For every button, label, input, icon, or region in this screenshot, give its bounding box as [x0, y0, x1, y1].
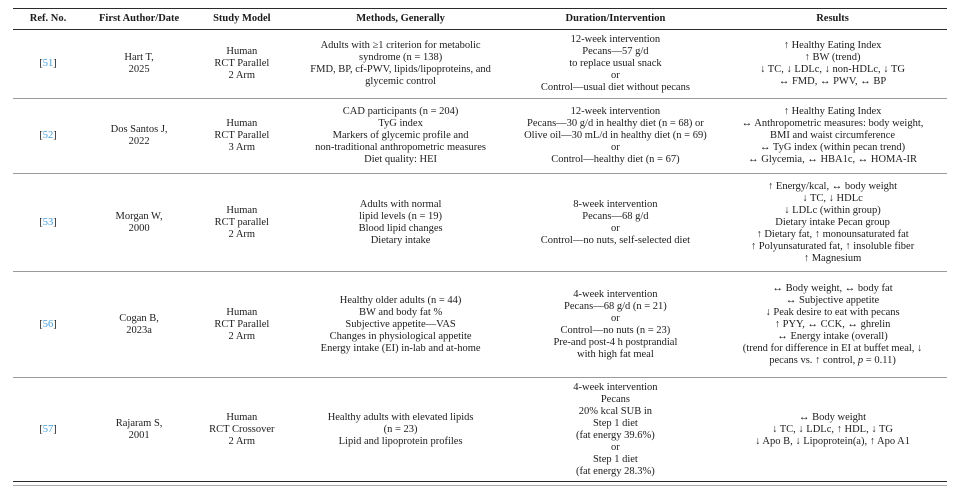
results-line: ↓ LDLc (within group) — [784, 204, 881, 216]
methods-line: Healthy older adults (n = 44) — [339, 294, 462, 306]
table-row — [13, 30, 947, 98]
text-segment: = 0.11) — [863, 354, 896, 366]
column-header-results: Results — [816, 13, 849, 24]
duration-line: or — [611, 441, 620, 453]
ref-bracket-open: [ — [39, 216, 43, 228]
results-line: ↔ Body weight, ↔ body fat — [772, 282, 893, 294]
ref-bracket-open: [ — [39, 130, 43, 141]
table-row — [13, 377, 947, 481]
results-line: (trend for difference in EI at buffet meal, ↓ — [742, 342, 923, 354]
results-line: ↑ Polyunsaturated fat, ↑ insoluble fiber — [750, 240, 915, 252]
results-line: ↓ TC, ↓ LDLc, ↑ HDL, ↓ TG — [772, 423, 894, 435]
duration-line: Pecans—57 g/d — [582, 46, 649, 57]
duration-line: Step 1 diet — [592, 453, 638, 465]
duration-line: 4-week intervention — [573, 288, 658, 300]
reference-citation — [16, 319, 80, 331]
duration-line: to replace usual snack — [569, 58, 662, 69]
duration-line: 20% kcal SUB in — [578, 405, 652, 417]
results-line: ↑ Magnesium — [803, 252, 862, 264]
results-line: ↑ BW (trend) — [804, 52, 861, 63]
model-line: RCT Parallel — [214, 318, 270, 330]
results-line: BMI and waist circumference — [770, 130, 896, 141]
duration-line: 4-week intervention — [573, 381, 658, 393]
methods-line: Changes in physiological appetite — [329, 330, 472, 342]
duration-line: with high fat meal — [577, 348, 654, 360]
results-line: ↓ Apo B, ↓ Lipoprotein(a), ↑ Apo A1 — [755, 435, 910, 447]
cell-methods — [289, 272, 513, 377]
table-row — [13, 271, 947, 377]
duration-line: Step 1 diet — [592, 417, 638, 429]
column-header-ref-no: Ref. No. — [29, 13, 67, 24]
duration-line: Control—no nuts (n = 23) — [560, 324, 671, 336]
reference-link[interactable]: 52 — [42, 130, 54, 141]
cell-model — [195, 378, 288, 481]
cell-results — [718, 99, 947, 173]
text-segment: p — [857, 354, 864, 366]
cell-results — [718, 378, 947, 481]
model-line: RCT Parallel — [214, 130, 270, 141]
results-line: ↔ Anthropometric measures: body weight, — [741, 118, 924, 129]
table-header-row — [13, 8, 947, 30]
cell-author — [83, 378, 195, 481]
model-line: Human — [226, 46, 258, 57]
ref-bracket-close: ] — [53, 58, 57, 69]
column-header-duration-intervention: Duration/Intervention — [565, 13, 666, 24]
duration-line: Pecans — [600, 393, 630, 405]
studies-table — [13, 8, 947, 486]
reference-link[interactable]: 57 — [42, 423, 54, 435]
duration-line: Olive oil—30 mL/d in healthy diet (n = 69) — [524, 130, 707, 141]
author-line: 2001 — [128, 429, 150, 441]
duration-line: (fat energy 28.3%) — [575, 465, 655, 477]
duration-line: Control—healthy diet (n = 67) — [551, 154, 680, 165]
cell-model — [195, 272, 288, 377]
cell-author — [83, 174, 195, 271]
model-line: 2 Arm — [228, 435, 256, 447]
cell-ref — [13, 272, 83, 377]
duration-line: 8-week intervention — [573, 198, 658, 210]
table-body — [13, 30, 947, 481]
results-line: ↑ Healthy Eating Index — [783, 106, 882, 117]
results-line: ↑ Dietary fat, ↑ monounsaturated fat — [756, 228, 909, 240]
duration-line: Pre-and post-4 h postprandial — [553, 336, 678, 348]
results-line: Dietary intake Pecan group — [775, 216, 890, 228]
results-line: ↔ Energy intake (overall) — [777, 330, 888, 342]
results-line: ↓ Peak desire to eat with pecans — [765, 306, 900, 318]
author-line: Hart T, — [124, 52, 154, 63]
methods-line: Subjective appetite—VAS — [345, 318, 456, 330]
cell-duration — [513, 174, 718, 271]
ref-bracket-close: ] — [53, 423, 57, 435]
model-line: Human — [226, 118, 258, 129]
model-line: 2 Arm — [228, 330, 256, 342]
model-line: 2 Arm — [228, 228, 256, 240]
methods-line: Energy intake (EI) in-lab and at-home — [320, 342, 481, 354]
column-header-methods-generally: Methods, Generally — [356, 13, 445, 24]
methods-line: BW and body fat % — [358, 306, 443, 318]
methods-line: Diet quality: HEI — [364, 154, 438, 165]
methods-line: Adults with normal — [359, 198, 442, 210]
cell-author — [83, 99, 195, 173]
results-line: ↓ TC, ↓ HDLc — [802, 192, 863, 204]
duration-line: or — [611, 142, 620, 153]
author-line: Cogan B, — [119, 312, 159, 324]
model-line: Human — [226, 306, 258, 318]
model-line: RCT Parallel — [214, 58, 270, 69]
cell-duration — [513, 272, 718, 377]
duration-line: 12-week intervention — [570, 106, 661, 117]
duration-line: Pecans—68 g/d (n = 21) — [564, 300, 667, 312]
reference-link[interactable]: 51 — [42, 58, 54, 69]
cell-methods — [289, 378, 513, 481]
cell-ref — [13, 378, 83, 481]
methods-line: Blood lipid changes — [358, 222, 443, 234]
reference-citation — [16, 58, 80, 70]
results-line: ↔ Body weight — [799, 411, 867, 423]
methods-line: TyG index — [378, 118, 423, 129]
ref-bracket-open: [ — [39, 58, 43, 69]
results-line: ↔ TyG index (within pecan trend) — [759, 142, 906, 153]
results-line — [721, 355, 944, 367]
reference-citation — [16, 424, 80, 436]
results-line: ↔ Glycemia, ↔ HBA1c, ↔ HOMA-IR — [748, 154, 917, 165]
duration-line: or — [611, 70, 620, 81]
duration-line: or — [611, 312, 620, 324]
reference-citation — [16, 217, 80, 229]
reference-link[interactable]: 56 — [42, 318, 54, 330]
methods-line: Markers of glycemic profile and — [332, 130, 469, 141]
cell-results — [718, 174, 947, 271]
cell-methods — [289, 99, 513, 173]
duration-line: or — [611, 222, 620, 234]
cell-methods — [289, 30, 513, 98]
results-line: ↑ Healthy Eating Index — [783, 40, 882, 51]
ref-bracket-close: ] — [53, 130, 57, 141]
methods-line: non-traditional anthropometric measures — [315, 142, 487, 153]
ref-bracket-close: ] — [53, 216, 57, 228]
results-line: ↔ FMD, ↔ PWV, ↔ BP — [778, 76, 887, 87]
methods-line: syndrome (n = 138) — [358, 52, 443, 63]
cell-results — [718, 30, 947, 98]
reference-citation — [16, 130, 80, 142]
duration-line: Pecans—30 g/d in healthy diet (n = 68) or — [527, 118, 704, 129]
duration-line: 12-week intervention — [570, 34, 661, 45]
text-segment: pecans vs. ↑ control, — [769, 354, 858, 366]
methods-line: FMD, BP, cf-PWV, lipids/lipoproteins, and — [310, 64, 491, 75]
results-line: ↔ Subjective appetite — [785, 294, 880, 306]
table-row — [13, 173, 947, 271]
cell-duration — [513, 30, 718, 98]
model-line: 2 Arm — [228, 70, 256, 81]
cell-ref — [13, 99, 83, 173]
cell-ref — [13, 30, 83, 98]
ref-bracket-open: [ — [39, 423, 43, 435]
author-line: 2025 — [128, 64, 150, 75]
cell-ref — [13, 174, 83, 271]
author-line: 2000 — [128, 222, 150, 234]
results-line: ↑ Energy/kcal, ↔ body weight — [768, 180, 898, 192]
duration-line: (fat energy 39.6%) — [575, 429, 655, 441]
reference-link[interactable]: 53 — [42, 216, 54, 228]
column-header-first-author-date: First Author/Date — [98, 13, 180, 24]
methods-line: lipid levels (n = 19) — [359, 210, 443, 222]
results-line: ↓ TC, ↓ LDLc, ↓ non-HDLc, ↓ TG — [760, 64, 905, 75]
cell-results — [718, 272, 947, 377]
author-line: Dos Santos J, — [110, 124, 168, 135]
model-line: Human — [226, 411, 258, 423]
duration-line: Control—usual diet without pecans — [540, 82, 690, 93]
cell-duration — [513, 378, 718, 481]
results-line: ↑ PYY, ↔ CCK, ↔ ghrelin — [774, 318, 891, 330]
table-bottom-rule — [13, 481, 947, 486]
model-line: RCT Crossover — [209, 423, 275, 435]
methods-line: Healthy adults with elevated lipids — [327, 411, 474, 423]
author-line: Morgan W, — [115, 210, 163, 222]
model-line: Human — [226, 204, 258, 216]
methods-line: Dietary intake — [370, 234, 431, 246]
methods-line: Adults with ≥1 criterion for metabolic — [320, 40, 481, 51]
author-line: Rajaram S, — [115, 417, 163, 429]
model-line: 3 Arm — [228, 142, 256, 153]
author-line: 2022 — [128, 136, 150, 147]
methods-line: CAD participants (n = 204) — [342, 106, 459, 117]
cell-author — [83, 272, 195, 377]
cell-model — [195, 30, 288, 98]
ref-bracket-close: ] — [53, 318, 57, 330]
cell-duration — [513, 99, 718, 173]
duration-line: Pecans—68 g/d — [582, 210, 649, 222]
cell-model — [195, 174, 288, 271]
methods-line: glycemic control — [365, 76, 437, 87]
cell-methods — [289, 174, 513, 271]
table-row — [13, 98, 947, 173]
methods-line: Lipid and lipoprotein profiles — [338, 435, 463, 447]
column-header-study-model: Study Model — [213, 13, 271, 24]
methods-line: (n = 23) — [383, 423, 418, 435]
model-line: RCT parallel — [214, 216, 269, 228]
cell-author — [83, 30, 195, 98]
duration-line: Control—no nuts, self-selected diet — [540, 234, 691, 246]
cell-model — [195, 99, 288, 173]
ref-bracket-open: [ — [39, 318, 43, 330]
author-line: 2023a — [126, 324, 152, 336]
